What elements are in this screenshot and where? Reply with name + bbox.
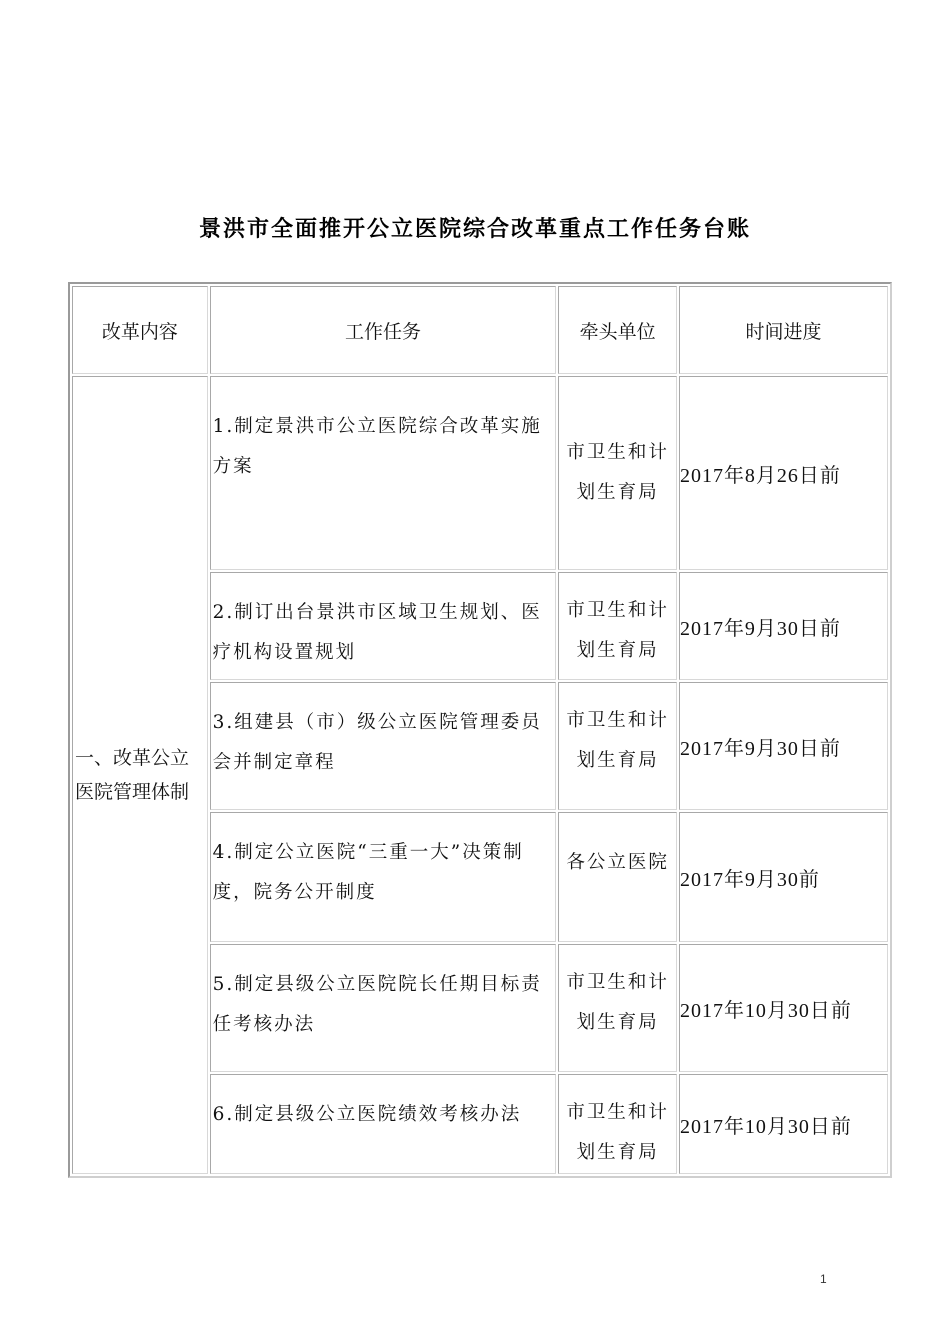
task-table [68, 282, 892, 1178]
unit-cell: 各公立医院 [558, 812, 677, 942]
unit-cell: 市卫生和计划生育局 [558, 682, 677, 810]
unit-cell: 市卫生和计划生育局 [558, 572, 677, 680]
task-cell: 4.制定公立医院“三重一大”决策制度，院务公开制度 [210, 812, 557, 942]
header-time: 时间进度 [679, 286, 888, 374]
header-row [72, 286, 888, 374]
header-task: 工作任务 [210, 286, 557, 374]
unit-cell: 市卫生和计划生育局 [558, 1074, 677, 1174]
time-cell: 2017年9月30前 [679, 812, 888, 942]
page-number: 1 [820, 1272, 827, 1286]
time-cell: 2017年10月30日前 [679, 944, 888, 1072]
task-cell: 3.组建县（市）级公立医院管理委员会并制定章程 [210, 682, 557, 810]
header-category: 改革内容 [72, 286, 208, 374]
task-cell: 6.制定县级公立医院绩效考核办法 [210, 1074, 557, 1174]
unit-cell: 市卫生和计划生育局 [558, 376, 677, 570]
time-cell: 2017年10月30日前 [679, 1074, 888, 1174]
task-cell: 2.制订出台景洪市区域卫生规划、医疗机构设置规划 [210, 572, 557, 680]
table-row [72, 376, 888, 570]
category-cell: 一、改革公立医院管理体制 [72, 376, 208, 1174]
header-unit: 牵头单位 [558, 286, 677, 374]
time-cell: 2017年9月30日前 [679, 682, 888, 810]
unit-cell: 市卫生和计划生育局 [558, 944, 677, 1072]
time-cell: 2017年9月30日前 [679, 572, 888, 680]
document-title: 景洪市全面推开公立医院综合改革重点工作任务台账 [198, 217, 751, 242]
task-cell: 5.制定县级公立医院院长任期目标责任考核办法 [210, 944, 557, 1072]
task-cell: 1.制定景洪市公立医院综合改革实施方案 [210, 376, 557, 570]
time-cell: 2017年8月26日前 [679, 376, 888, 570]
